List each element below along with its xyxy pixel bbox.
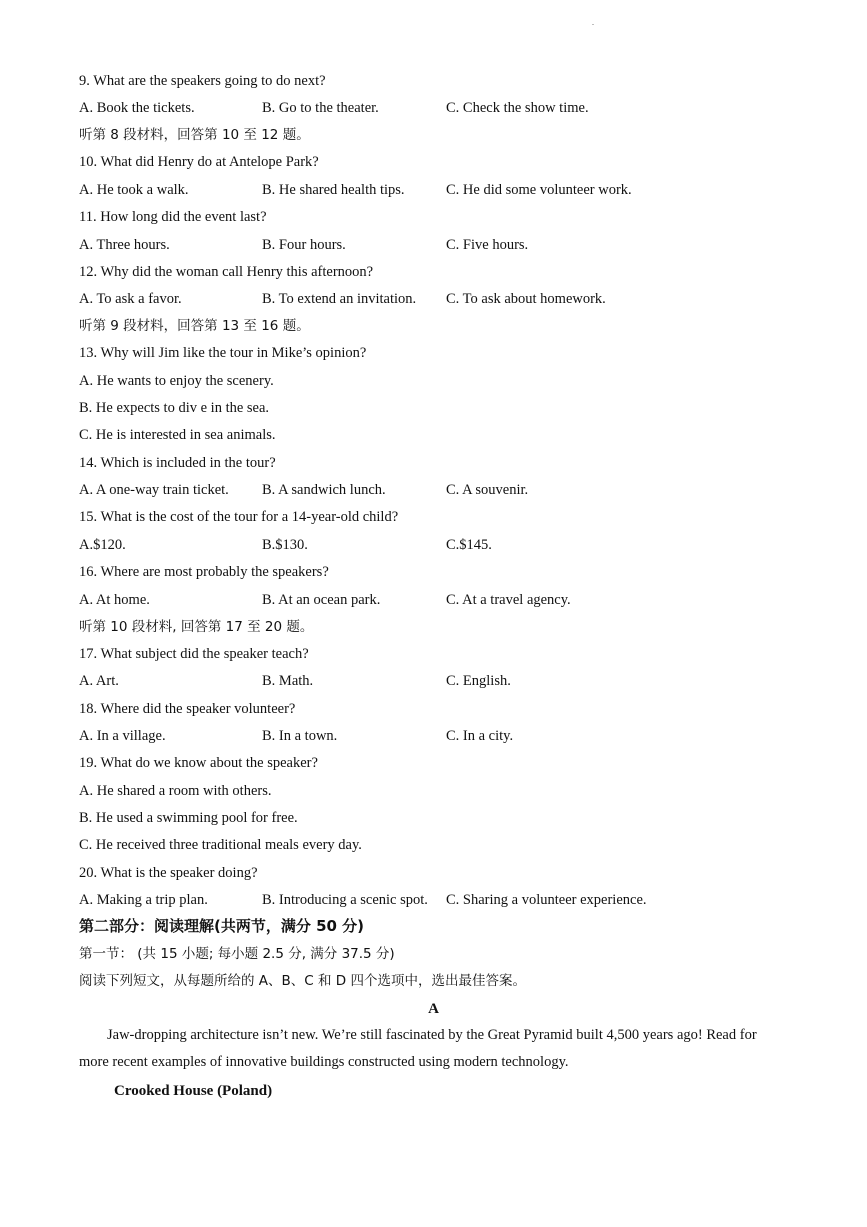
instruction-line: 听第 10 段材料, 回答第 17 至 20 题。 — [79, 619, 314, 635]
option-a: A. At home. — [79, 592, 150, 608]
option-c: C. At a travel agency. — [446, 592, 571, 608]
option-a: A. A one-way train ticket. — [79, 482, 229, 498]
question-line: 11. How long did the event last? — [79, 209, 267, 225]
option-a: A. He took a walk. — [79, 182, 189, 198]
option-c: C. A souvenir. — [446, 482, 529, 498]
option-b: B.$130. — [262, 537, 308, 553]
option-c: C. Five hours. — [446, 237, 529, 253]
subheading: Crooked House (Poland) — [114, 1083, 273, 1099]
intro-paragraph-text: Jaw-dropping architecture isn’t new. We’re still fascinated by the Great Pyramid built 4,500 years ago! Read for more recent examples of innovative buildings constructed using modern technology. — [79, 1027, 757, 1070]
option-b: B. He shared health tips. — [262, 182, 405, 198]
option-a: A. In a village. — [79, 728, 166, 744]
option-c: C. He did some volunteer work. — [446, 182, 632, 198]
instruction-line: 阅读下列短文，从每题所给的 A、B、C 和 D 四个选项中，选出最佳答案。 — [79, 973, 526, 989]
option-a: A.$120. — [79, 537, 126, 553]
question-line: B. He used a swimming pool for free. — [79, 810, 298, 826]
question-line: 17. What subject did the speaker teach? — [79, 646, 309, 662]
question-line: 9. What are the speakers going to do next? — [79, 73, 326, 89]
section-heading: 第二部分：阅读理解(共两节，满分 50 分) — [79, 917, 365, 935]
instruction-line: 听第 8 段材料，回答第 10 至 12 题。 — [79, 127, 310, 143]
question-line: 15. What is the cost of the tour for a 14-year-old child? — [79, 509, 399, 525]
question-line: 16. Where are most probably the speakers? — [79, 564, 329, 580]
option-a: A. To ask a favor. — [79, 291, 182, 307]
instruction-line: 听第 9 段材料，回答第 13 至 16 题。 — [79, 318, 310, 334]
option-b: B. Four hours. — [262, 237, 346, 253]
question-line: 18. Where did the speaker volunteer? — [79, 701, 296, 717]
question-line: 13. Why will Jim like the tour in Mike’s opinion? — [79, 345, 367, 361]
option-b: B. In a town. — [262, 728, 338, 744]
question-line: B. He expects to div e in the sea. — [79, 400, 270, 416]
option-c: C. Sharing a volunteer experience. — [446, 892, 647, 908]
option-b: B. Math. — [262, 673, 314, 689]
option-a: A. Making a trip plan. — [79, 892, 208, 908]
intro-paragraph — [79, 1022, 779, 1076]
question-line: 20. What is the speaker doing? — [79, 865, 258, 881]
question-line: A. He shared a room with others. — [79, 783, 272, 799]
option-b: B. At an ocean park. — [262, 592, 381, 608]
option-b: B. A sandwich lunch. — [262, 482, 386, 498]
section-letter: A — [428, 1001, 439, 1017]
instruction-line: 第一节： (共 15 小题; 每小题 2.5 分, 满分 37.5 分) — [79, 946, 395, 962]
option-b: B. Introducing a scenic spot. — [262, 892, 428, 908]
option-b: B. To extend an invitation. — [262, 291, 417, 307]
question-line: 10. What did Henry do at Antelope Park? — [79, 154, 319, 170]
question-line: C. He is interested in sea animals. — [79, 427, 276, 443]
option-c: C. To ask about homework. — [446, 291, 606, 307]
option-a: A. Three hours. — [79, 237, 170, 253]
option-c: C. Check the show time. — [446, 100, 589, 116]
option-c: C. In a city. — [446, 728, 514, 744]
option-c: C.$145. — [446, 537, 492, 553]
question-line: C. He received three traditional meals every day. — [79, 837, 362, 853]
question-line: 14. Which is included in the tour? — [79, 455, 276, 471]
question-line: A. He wants to enjoy the scenery. — [79, 373, 274, 389]
header-mark: . — [592, 18, 594, 27]
option-c: C. English. — [446, 673, 511, 689]
question-line: 12. Why did the woman call Henry this afternoon? — [79, 264, 374, 280]
option-a: A. Art. — [79, 673, 119, 689]
option-a: A. Book the tickets. — [79, 100, 195, 116]
option-b: B. Go to the theater. — [262, 100, 379, 116]
question-line: 19. What do we know about the speaker? — [79, 755, 318, 771]
